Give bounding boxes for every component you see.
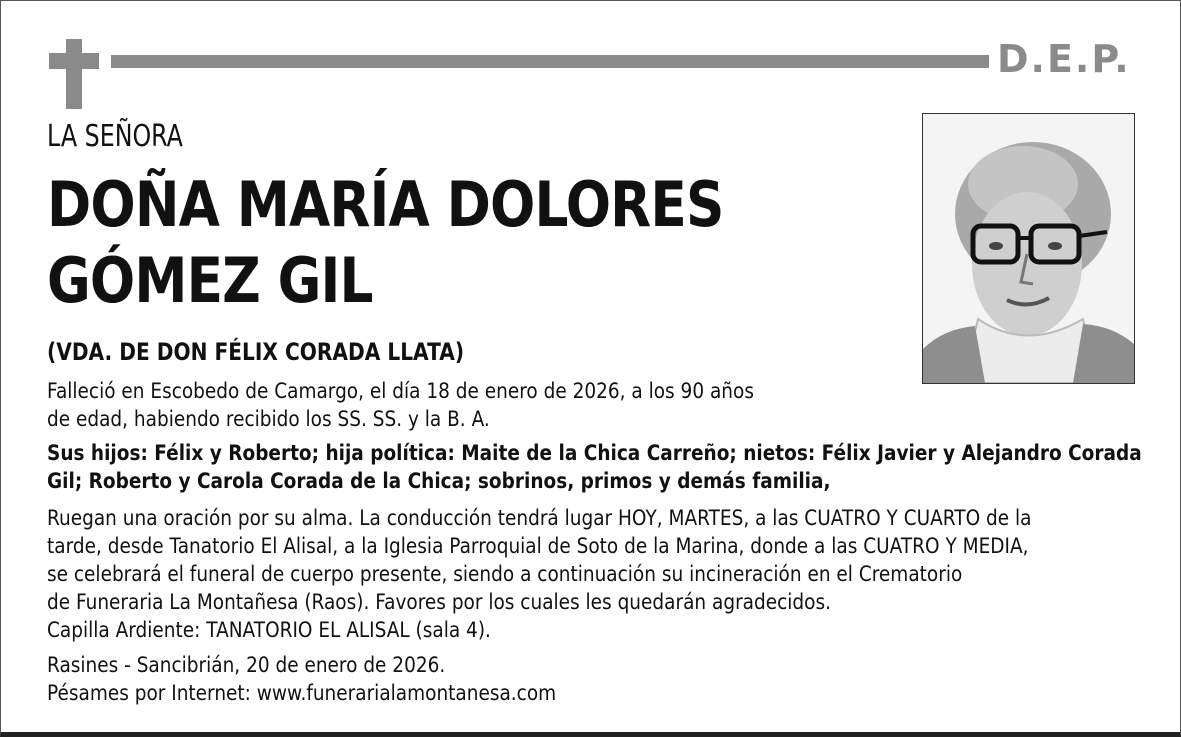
deceased-name-line2: GÓMEZ GIL	[47, 244, 373, 317]
salutation: LA SEÑORA	[47, 119, 183, 154]
portrait-photo	[922, 113, 1135, 384]
death-line-1: Falleció en Escobedo de Camargo, el día 18 de enero de 2026, a los 90 años	[47, 379, 754, 404]
chapel-line: Capilla Ardiente: TANATORIO EL ALISAL (sala 4).	[47, 618, 491, 643]
cross-icon	[66, 39, 82, 109]
prayer-line-1: Ruegan una oración por su alma. La conducción tendrá lugar HOY, MARTES, a las CUATRO Y CUARTO de la	[47, 506, 1032, 531]
portrait-image	[923, 114, 1134, 383]
family-line-2: Gil; Roberto y Carola Corada de la Chica; sobrinos, primos y demás familia,	[47, 469, 831, 494]
prayer-line-3: se celebrará el funeral de cuerpo presente, siendo a continuación su incineración en el Crematorio	[47, 562, 963, 587]
deceased-name	[47, 167, 723, 319]
family-line-1: Sus hijos: Félix y Roberto; hija política: Maite de la Chica Carreño; nietos: Félix Javier y Alejandro Corada	[47, 441, 1142, 466]
place-date: Rasines - Sancibrián, 20 de enero de 2026.	[47, 653, 446, 678]
cross-icon-bar	[49, 53, 99, 69]
dep-label: D.E.P.	[997, 37, 1131, 81]
header-rule	[111, 55, 989, 68]
deceased-name-line1: DOÑA MARÍA DOLORES	[47, 168, 724, 241]
prayer-line-2: tarde, desde Tanatorio El Alisal, a la Iglesia Parroquial de Soto de la Marina, donde a las CUATRO Y MEDIA,	[47, 534, 1029, 559]
widow-of: (VDA. DE DON FÉLIX CORADA LLATA)	[47, 338, 465, 366]
prayer-line-4: de Funeraria La Montañesa (Raos). Favores por los cuales les quedarán agradecidos.	[47, 590, 831, 615]
condolences-line: Pésames por Internet: www.funerarialamontanesa.com	[47, 681, 557, 706]
death-line-2: de edad, habiendo recibido los SS. SS. y la B. A.	[47, 407, 490, 432]
